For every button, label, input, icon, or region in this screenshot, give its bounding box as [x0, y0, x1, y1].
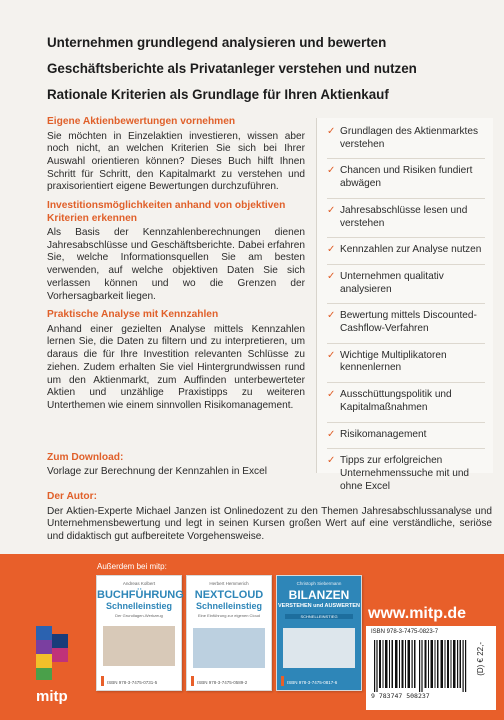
checklist-item: ✓ Wichtige Multiplikatoren kennenlernen: [327, 350, 485, 383]
barcode: [366, 626, 496, 710]
barcode-digits: 9 783747 508237: [371, 692, 430, 700]
barcode-icon: [374, 640, 474, 692]
headline: Geschäftsberichte als Privatanleger verstehen und nutzen: [47, 61, 417, 76]
author-info: [47, 491, 492, 550]
author-title: Der Autor:: [47, 491, 97, 502]
checklist-item: ✓ Ausschüttungspolitik und Kapitalmaßnahmen: [327, 389, 485, 422]
book-cover: Herbert Hemmerich NEXTCLOUD Schnelleinstieg Eine Einführung zur eigenen Cloud ISBN 978-3-7475-0589-2: [186, 575, 272, 691]
price: (D) € 22,-: [476, 642, 485, 676]
book-cover: Andreas Kolbert BUCHFÜHRUNG Schnelleinstieg Der Grundlagen-Werkzeug ISBN 978-3-7475-0731-5: [96, 575, 182, 691]
isbn: ISBN 978-3-7475-0823-7: [371, 629, 439, 635]
headline: Rationale Kriterien als Grundlage für Ihren Aktienkauf: [47, 87, 389, 102]
check-icon: ✓: [327, 165, 336, 177]
also-label: Außerdem bei mitp:: [97, 562, 167, 571]
download-info: [47, 452, 307, 484]
checklist-item: ✓ Chancen und Risiken fundiert abwägen: [327, 165, 485, 198]
section-title: Praktische Analyse mit Kennzahlen: [47, 309, 219, 321]
check-icon: ✓: [327, 126, 336, 137]
checklist-box: [316, 118, 493, 492]
section-title: Eigene Aktienbewertungen vornehmen: [47, 116, 236, 127]
checklist-item: ✓ Grundlagen des Aktienmarktes verstehen: [327, 126, 485, 159]
check-icon: ✓: [327, 389, 336, 401]
book-cover: Christoph Siebermann BILANZEN VERSTEHEN und AUSWERTEN SCHNELLEINSTIEG ISBN 978-3-7475-0817-6: [276, 575, 362, 691]
checklist-item: ✓ Unternehmen qualitativ analysieren: [327, 271, 485, 304]
section-body: Sie möchten in Einzelaktien investieren, wissen aber noch nicht, an welchen Kriterien Sie sich bei Ihrer Auswahl orientieren können? Dieses Buch hilft Ihnen Schritt für Schritt, den Kapitalmarkt zu verstehen und praxisorientiert eigene Bewertungen durchzuführen.: [47, 130, 305, 193]
download-title: Zum Download:: [47, 452, 124, 463]
description-column: [47, 116, 305, 419]
checklist-item: ✓ Bewertung mittels Discounted-Cashflow-Verfahren: [327, 310, 485, 343]
section-title: Investitionsmöglichkeiten anhand von objektiven Kriterien erkennen: [47, 200, 286, 224]
section-body: Als Basis der Kennzahlenberechnungen dienen Jahresabschlüsse und Geschäftsberichte. Dabei erfahren Sie, welche Informationsquellen Sie am besten verwenden, auf welche objektiven Daten Sie sich verlassen können und wo die Grenzen der Vorhersagbarkeit liegen.: [47, 227, 305, 302]
checklist: [317, 118, 493, 500]
checklist-item: ✓ Risikomanagement: [327, 429, 485, 450]
headlines: [47, 30, 487, 108]
checklist-item: ✓ Kennzahlen zur Analyse nutzen: [327, 244, 485, 265]
checklist-item: ✓ Jahresabschlüsse lesen und verstehen: [327, 205, 485, 238]
check-icon: ✓: [327, 428, 336, 440]
section-body: Anhand einer gezielten Analyse mittels Kennzahlen lernen Sie, die Daten zu filtern und zu interpretieren, um daraus die für Ihre Investition relevanten Schlüsse zu ziehen. Zudem erhalten Sie viel Hintergrundwissen rund um den Aktienmarkt, zum Auffinden unterbewerteter Aktien und unzählige Praxistipps zu weiteren Unterthemen wie einem sinnvollen Risikomanagement.: [47, 323, 305, 411]
check-icon: ✓: [327, 270, 336, 282]
check-icon: ✓: [327, 349, 336, 361]
mitp-logo-icon: [34, 624, 72, 694]
headline: Unternehmen grundlegend analysieren und bewerten: [47, 35, 387, 50]
check-icon: ✓: [327, 310, 336, 322]
download-text: Vorlage zur Berechnung der Kennzahlen in Excel: [47, 465, 267, 477]
checklist-item: ✓ Tipps zur erfolgreichen Unternehmenssuche mit und ohne Excel: [327, 455, 470, 492]
check-icon: ✓: [327, 244, 336, 256]
publisher-name: mitp: [36, 688, 68, 705]
check-icon: ✓: [327, 204, 336, 216]
publisher-url[interactable]: www.mitp.de: [368, 605, 467, 622]
author-text: Der Aktien-Experte Michael Janzen ist Onlinedozent zu den Themen Jahresabschlussanalyse und Unternehmensbewertung und legt in seinen Kursen großen Wert auf eine verständliche, seriöse und didaktisch gut aufbereitete Vorgehensweise.: [47, 505, 492, 542]
check-icon: ✓: [327, 455, 336, 467]
